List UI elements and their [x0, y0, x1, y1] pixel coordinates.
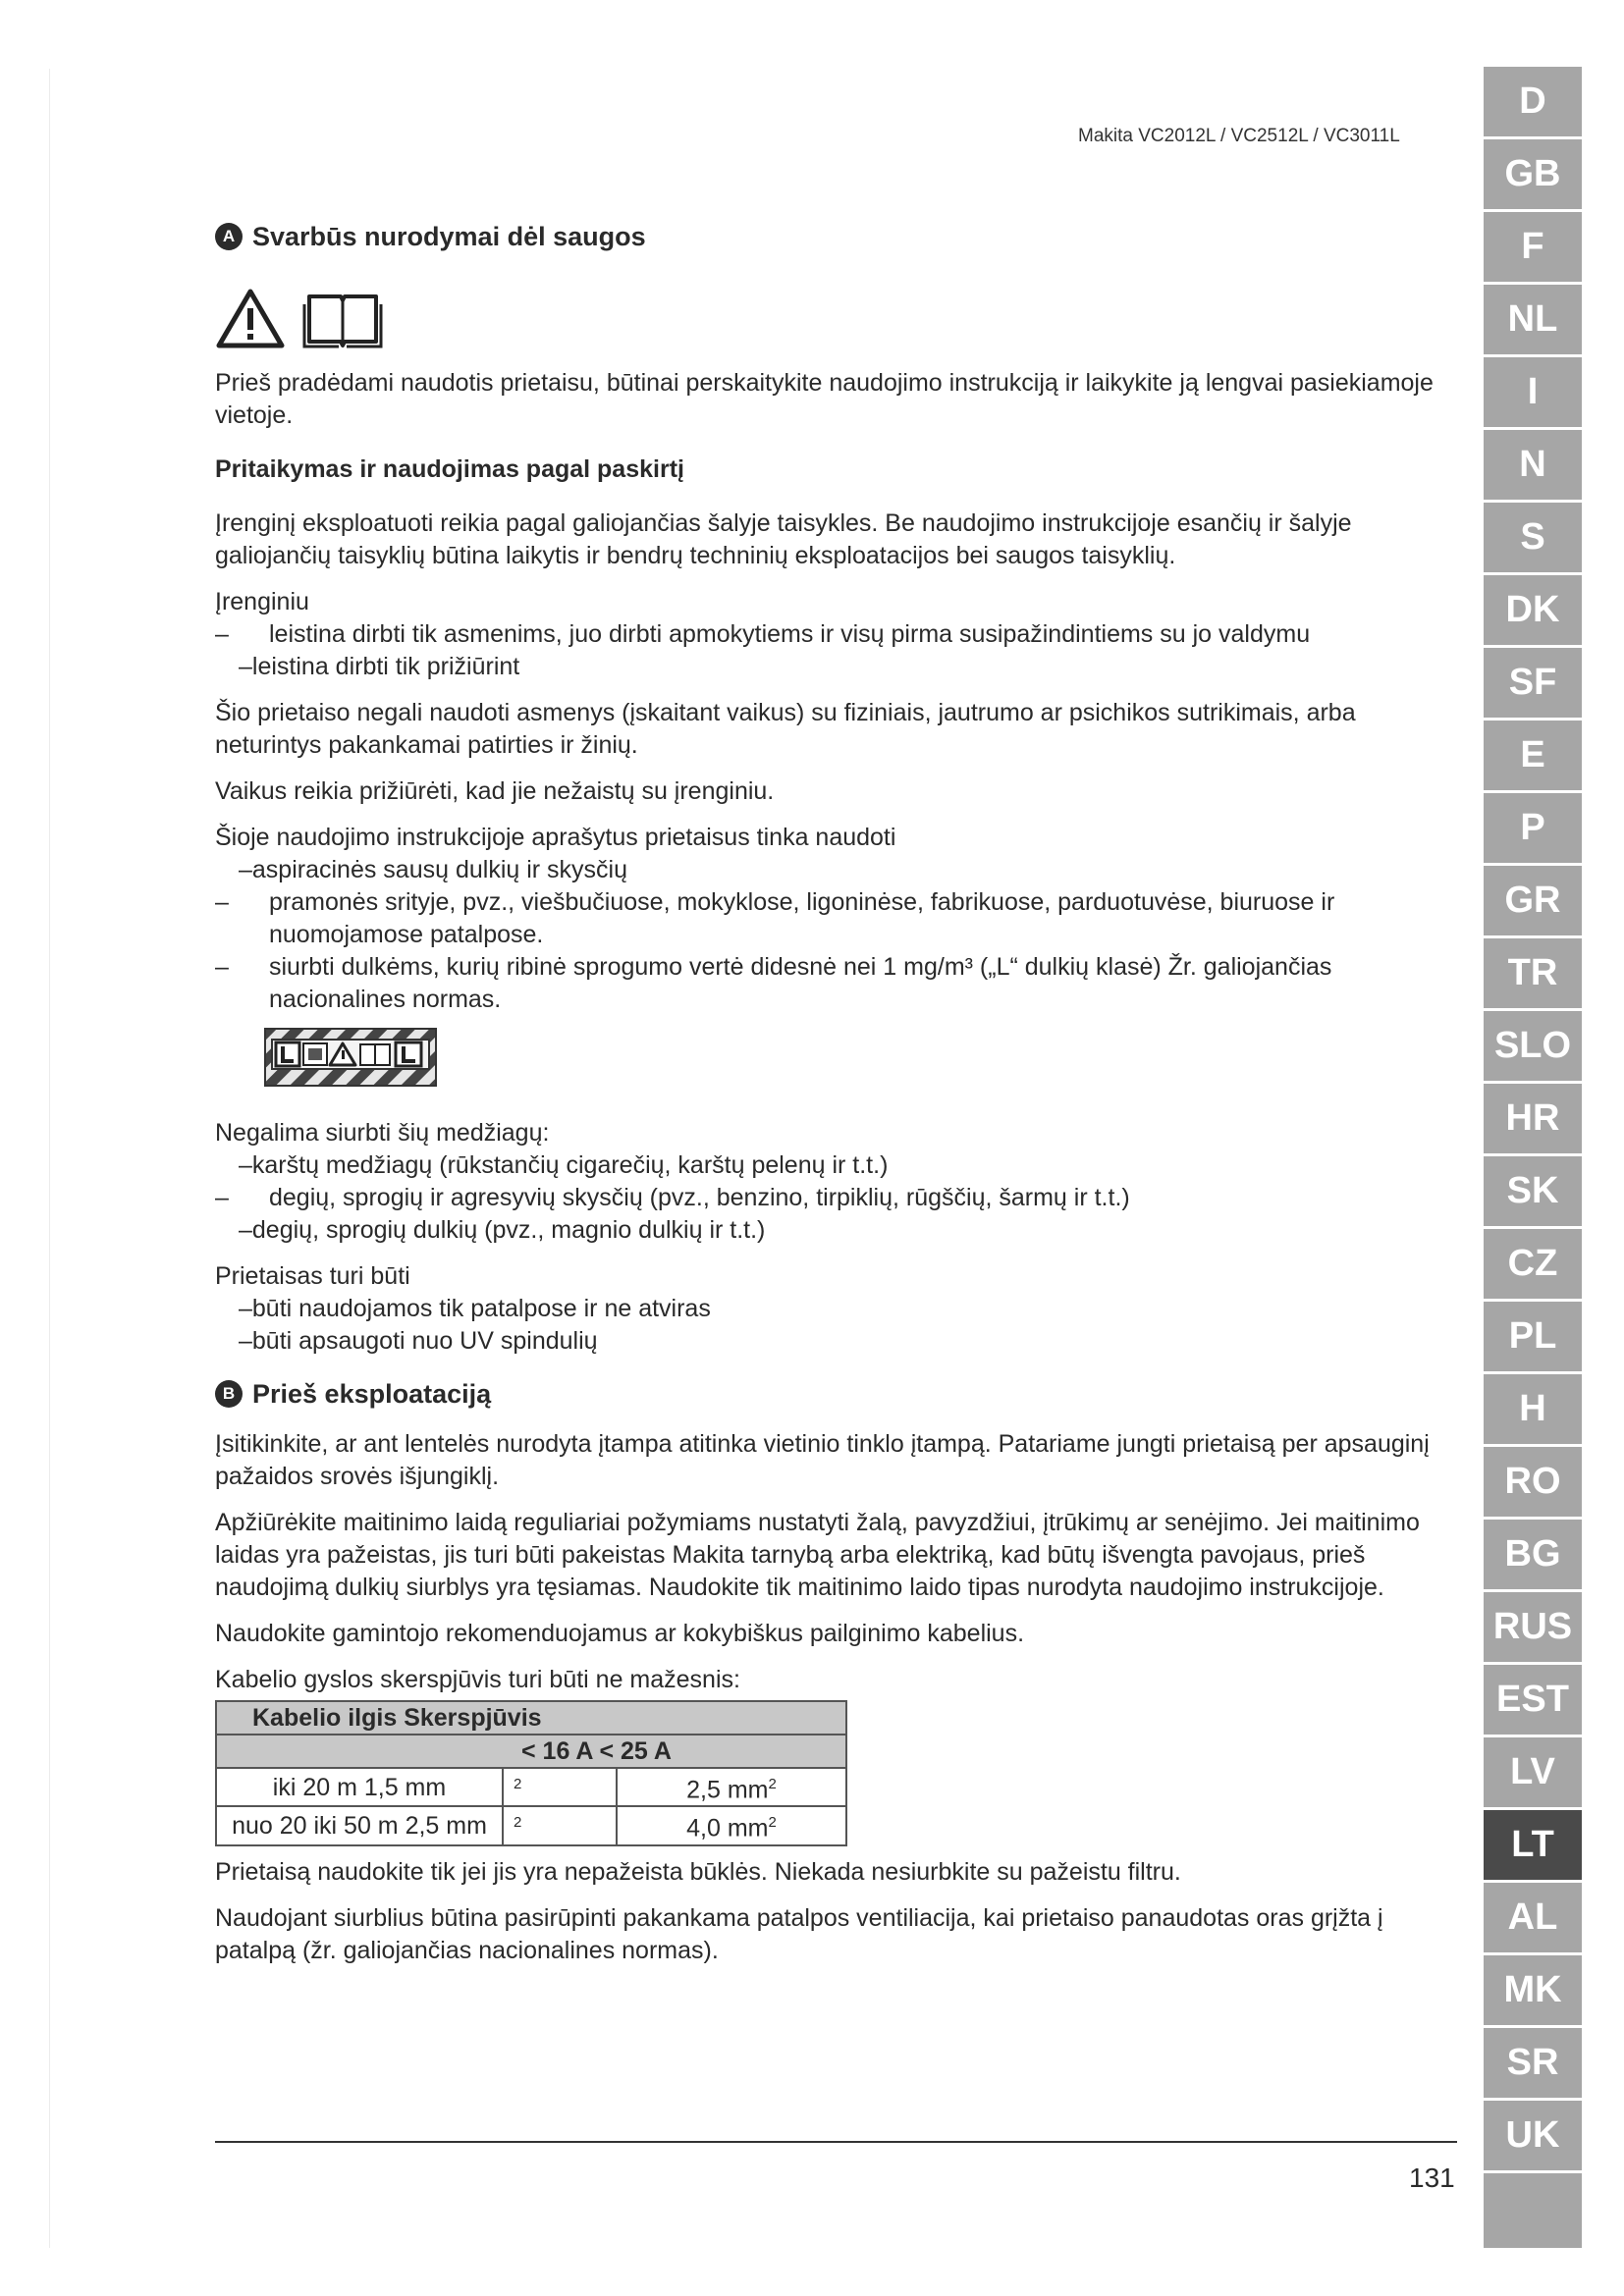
table-row — [216, 1701, 846, 1735]
cell-sup: 2 — [768, 1776, 777, 1792]
language-tab-hr[interactable]: HR — [1484, 1084, 1582, 1153]
language-tab-lv[interactable]: LV — [1484, 1737, 1582, 1807]
table-row — [216, 1735, 846, 1768]
section-b-title — [215, 1377, 1460, 1411]
language-tab-al[interactable]: AL — [1484, 1883, 1582, 1952]
cell-sup: 2 — [768, 1814, 777, 1832]
language-tab-dk[interactable]: DK — [1484, 575, 1582, 645]
device-item-2: –leistina dirbti tik prižiūrint — [239, 653, 520, 680]
prohibited-item-1: –karštų medžiagų (rūkstančių cigarečių, karštų pelenų ir t.t.) — [239, 1151, 889, 1179]
language-tab-est[interactable]: EST — [1484, 1665, 1582, 1735]
extension-paragraph: Naudokite gamintojo rekomenduojamus ar kokybiškus pailginimo kabelius. — [215, 1620, 1025, 1647]
table-cell: iki 20 m 1,5 mm — [216, 1768, 503, 1806]
cell-value: 2,5 mm — [686, 1776, 769, 1804]
language-tab-h[interactable]: H — [1484, 1374, 1582, 1444]
dash-marker: – — [215, 888, 229, 916]
suitable-label: Šioje naudojimo instrukcijoje aprašytus prietaisus tinka naudoti — [215, 824, 896, 851]
language-tab-sk[interactable]: SK — [1484, 1156, 1582, 1226]
page-header-model: Makita VC2012L / VC2512L / VC3011L — [1078, 126, 1400, 146]
children-paragraph: Vaikus reikia prižiūrėti, kad jie nežaistų su įrenginiu. — [215, 777, 775, 805]
language-tab-gb[interactable]: GB — [1484, 139, 1582, 209]
list-item — [215, 886, 1460, 951]
device-label: Įrenginiu — [215, 588, 309, 615]
page-number: 131 — [1409, 2163, 1455, 2193]
section-b-marker: B — [215, 1380, 243, 1408]
voltage-paragraph: Įsitikinkite, ar ant lentelės nurodyta įtampa atitinka vietinio tinklo įtampą. Patariame jungti prietaisą per apsauginį pažaidos srovės išjungiklį. — [215, 1430, 1430, 1490]
language-tab-lt[interactable]: LT — [1484, 1810, 1582, 1880]
language-tab-ro[interactable]: RO — [1484, 1447, 1582, 1517]
prohibited-item-2: degių, sprogių ir agresyvių skysčių (pvz., benzino, tirpiklių, rūgščių, šarmų ir t.t.) — [269, 1184, 1130, 1211]
usage-paragraph: Įrenginį eksploatuoti reikia pagal galiojančias šalyje taisykles. Be naudojimo instrukcijoje esančių ir šalyje galiojančių taisyklių būtina laikytis ir bendrų techninių eksploatacijos bei saugos taisyklių. — [215, 509, 1352, 569]
dust-class-l-label-icon — [264, 1028, 437, 1087]
dash-marker: – — [215, 1184, 229, 1211]
cable-check-paragraph: Apžiūrėkite maitinimo laidą reguliariai požymiams nustatyti žalą, pavyzdžiui, įtrūkimų ar senėjimo. Jei maitinimo laidas yra pažeistas, jis turi būti pakeistas Makita tarnybą arba elektriką, kad būtų išvengta pavojaus, prieš naudojimą dulkių siurblys yra tęsiamas. Naudokite tik maitinimo laido tipas nurodyta naudojimo instrukcijoje. — [215, 1509, 1420, 1601]
manual-book-icon — [301, 287, 384, 349]
language-tab-nl[interactable]: NL — [1484, 285, 1582, 354]
language-tab-e[interactable]: E — [1484, 721, 1582, 790]
table-row — [216, 1806, 846, 1844]
table-row — [216, 1768, 846, 1806]
page-edge-line — [49, 69, 50, 2248]
filter-paragraph: Prietaisą naudokite tik jei jis yra nepažeista būklės. Niekada nesiurbkite su pažeistu filtru. — [215, 1857, 1181, 1886]
persons-paragraph: Šio prietaiso negali naudoti asmenys (įskaitant vaikus) su fiziniais, jautrumo ar psichikos sutrikimais, arba neturintys pakankamai patirties ir žinių. — [215, 699, 1356, 759]
intro-paragraph: Prieš pradėdami naudotis prietaisu, būtinai perskaitykite naudojimo instrukciją ir laikykite ją lengvai pasiekiamoje vietoje. — [215, 369, 1434, 429]
cell-value: 4,0 mm — [686, 1814, 769, 1842]
must-label: Prietaisas turi būti — [215, 1262, 410, 1290]
language-tab-cz[interactable]: CZ — [1484, 1229, 1582, 1299]
section-a-title — [215, 220, 1460, 253]
prohibited-label: Negalima siurbti šių medžiagų: — [215, 1119, 550, 1147]
suitable-item-2: pramonės srityje, pvz., viešbučiuose, mokyklose, ligoninėse, fabrikuose, parduotuvėse, biuruose ir nuomojamose patalpose. — [269, 888, 1335, 948]
prohibited-item-3: –degių, sprogių dulkių (pvz., magnio dulkių ir t.t.) — [239, 1216, 766, 1244]
language-tab-rus[interactable]: RUS — [1484, 1592, 1582, 1662]
must-item-1: –būti naudojamos tik patalpose ir ne atviras — [239, 1295, 711, 1322]
language-tab-f[interactable]: F — [1484, 212, 1582, 282]
suitable-item-3: siurbti dulkėms, kurių ribinė sprogumo vertė didesnė nei 1 mg/m³ („L“ dulkių klasė) Žr. galiojančias nacionalines normas. — [269, 953, 1332, 1013]
language-tab-mk[interactable]: MK — [1484, 1955, 1582, 2025]
warning-triangle-icon — [215, 287, 286, 349]
language-tab-p[interactable]: P — [1484, 793, 1582, 863]
section-a-title-text: Svarbūs nurodymai dėl saugos — [252, 222, 646, 251]
dash-marker: – — [215, 953, 229, 981]
table-cell: nuo 20 iki 50 m 2,5 mm — [216, 1806, 503, 1844]
cable-table — [215, 1700, 847, 1846]
table-header-1: Kabelio ilgis Skerspjūvis — [216, 1701, 846, 1735]
language-tab-n[interactable]: N — [1484, 430, 1582, 500]
table-cell — [617, 1806, 846, 1844]
footer-divider — [215, 2141, 1457, 2143]
language-tab-s[interactable]: S — [1484, 503, 1582, 572]
ventilation-paragraph: Naudojant siurblius būtina pasirūpinti pakankama patalpos ventiliacija, kai prietaiso panaudotas oras grįžta į patalpą (žr. galiojančias nacionalines normas). — [215, 1903, 1383, 1964]
usage-heading: Pritaikymas ir naudojimas pagal paskirtį — [215, 455, 684, 483]
table-header-2: < 16 A < 25 A — [216, 1735, 846, 1768]
main-content — [215, 220, 1460, 1967]
device-item-1: leistina dirbti tik asmenims, juo dirbti apmokytiems ir visų pirma susipažindintiems su jo valdymu — [269, 620, 1311, 648]
language-tab-bg[interactable]: BG — [1484, 1520, 1582, 1589]
language-tab-tr[interactable]: TR — [1484, 938, 1582, 1008]
suitable-item-1: –aspiracinės sausų dulkių ir skysčių — [239, 856, 628, 883]
language-tabs-tail — [1484, 2173, 1582, 2248]
table-cell: 2 — [503, 1806, 617, 1844]
language-tab-sr[interactable]: SR — [1484, 2028, 1582, 2098]
language-tab-uk[interactable]: UK — [1484, 2101, 1582, 2170]
must-item-2: –būti apsaugoti nuo UV spindulių — [239, 1327, 598, 1355]
list-item — [215, 951, 1460, 1016]
language-tabs — [1484, 67, 1582, 2248]
table-cell: 2 — [503, 1768, 617, 1806]
list-item — [215, 618, 1460, 651]
section-b-title-text: Prieš eksploataciją — [252, 1379, 492, 1409]
language-tab-d[interactable]: D — [1484, 67, 1582, 136]
section-a-marker: A — [215, 223, 243, 250]
language-tab-pl[interactable]: PL — [1484, 1302, 1582, 1371]
table-cell — [617, 1768, 846, 1806]
language-tab-i[interactable]: I — [1484, 357, 1582, 427]
language-tab-sf[interactable]: SF — [1484, 648, 1582, 718]
safety-icons — [215, 287, 1460, 349]
dash-marker: – — [215, 620, 229, 648]
list-item — [215, 1182, 1460, 1214]
language-tab-slo[interactable]: SLO — [1484, 1011, 1582, 1081]
crosssection-paragraph: Kabelio gyslos skerspjūvis turi būti ne mažesnis: — [215, 1666, 740, 1693]
language-tab-gr[interactable]: GR — [1484, 866, 1582, 935]
